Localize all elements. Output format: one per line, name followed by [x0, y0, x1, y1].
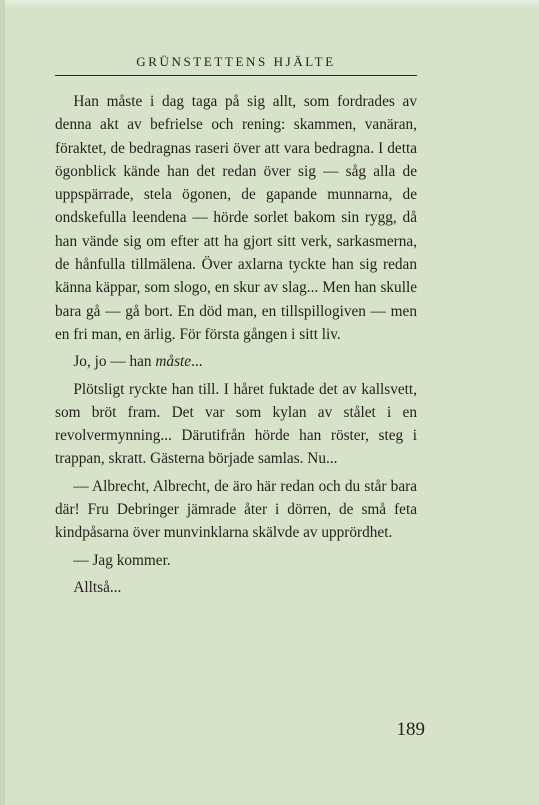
- page-top-edge: [0, 0, 539, 8]
- paragraph: Alltså...: [73, 578, 122, 596]
- page-number: 189: [396, 719, 425, 740]
- running-header: GRÜNSTETTENS HJÄLTE: [136, 54, 336, 69]
- body-text: [55, 90, 417, 599]
- paragraph: Plötsligt ryckte han till. I håret fuktade det av kallsvett, som bröt fram. Det var som kylan av stålet i en revolvermynning... Därutifrån hörde han röster, steg i trappan, skratt. Gästerna började samlas. Nu...: [55, 380, 417, 468]
- paragraph: [55, 350, 417, 373]
- paragraph: Han måste i dag taga på sig allt, som fordrades av denna akt av befrielse och rening: skammen, vanäran, föraktet, de bedragnas raseri över att vara bedragna. I detta ögonblick kände han det redan över sig — såg alla de uppspärrade, stela ögonen, de gapande munnarna, de ondskefulla leendena — hörde sorlet bakom sin rygg, då han vände sig om efter att ha gjort sitt verk, sarkasmerna, de hånfulla tillmälena. Över axlarna tyckte han sig redan känna käppar, som slogo, en skur av slag... Men han skulle bara gå — gå bort. En död man, en tillspillogiven — men en fri man, en ärlig. För första gången i sitt liv.: [55, 93, 417, 343]
- header-rule: [55, 75, 417, 76]
- paragraph-text: ...: [191, 353, 203, 371]
- paragraph: — Jag kommer.: [73, 551, 171, 569]
- emphasized-word: måste: [155, 353, 192, 371]
- page-left-edge: [0, 0, 5, 805]
- paragraph-text: Jo, jo — han: [73, 353, 156, 371]
- paragraph: — Albrecht, Albrecht, de äro här redan och du står bara där! Fru Debringer jämrade åter i dörren, de små feta kindpåsarna över munvinklarna skälvde av upprördhet.: [55, 477, 417, 542]
